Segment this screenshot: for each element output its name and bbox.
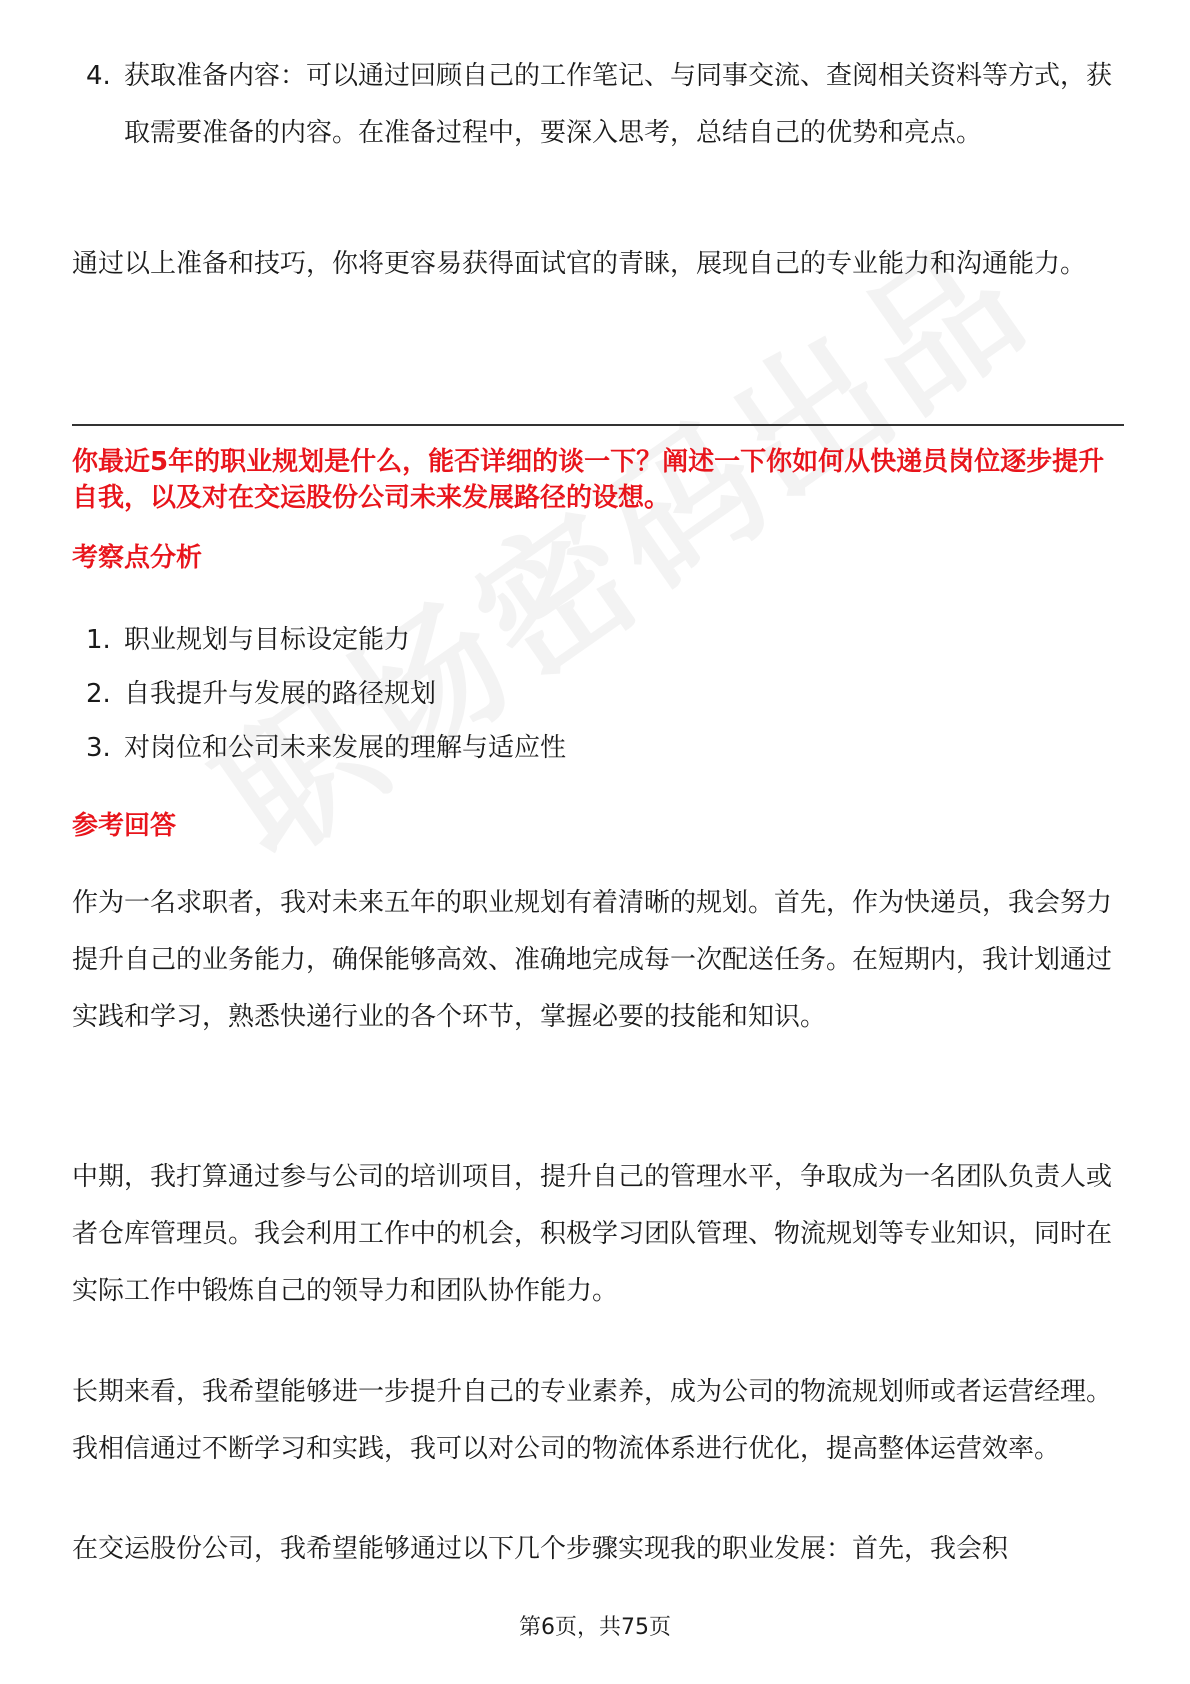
list-item-number: 2. [86,679,111,709]
answer-heading: 参考回答 [72,811,177,841]
list-item-text: 职业规划与目标设定能力 [124,625,411,655]
summary-paragraph: 通过以上准备和技巧，你将更容易获得面试官的青睐，展现自己的专业能力和沟通能力。 [72,249,1087,279]
list-item-text: 对岗位和公司未来发展的理解与适应性 [124,733,567,763]
page-number: 第6页，共75页 [519,1615,671,1640]
answer-paragraph-1: 作为一名求职者，我对未来五年的职业规划有着清晰的规划。首先，作为快递员，我会努力提升自己的业务能力，确保能够高效、准确地完成每一次配送任务。在短期内，我计划通过实践和学习，熟悉快递行业的各个环节，掌握必要的技能和知识。 [72,888,1113,1032]
section-divider [72,424,1124,426]
document-page [72,0,1124,1684]
answer-paragraph-4: 在交运股份公司，我希望能够通过以下几个步骤实现我的职业发展：首先，我会积 [72,1534,1009,1564]
list-item-number: 4. [86,61,111,91]
analysis-heading: 考察点分析 [72,543,203,573]
list-item-number: 1. [86,625,111,655]
list-item-text: 获取准备内容：可以通过回顾自己的工作笔记、与同事交流、查阅相关资料等方式，获取需要准备的内容。在准备过程中，要深入思考，总结自己的优势和亮点。 [124,61,1113,148]
answer-paragraph-2: 中期，我打算通过参与公司的培训项目，提升自己的管理水平，争取成为一名团队负责人或者仓库管理员。我会利用工作中的机会，积极学习团队管理、物流规划等专业知识，同时在实际工作中锻炼自己的领导力和团队协作能力。 [72,1162,1113,1306]
list-item-number: 3. [86,733,111,763]
list-item-text: 自我提升与发展的路径规划 [124,679,437,709]
answer-paragraph-3: 长期来看，我希望能够进一步提升自己的专业素养，成为公司的物流规划师或者运营经理。我相信通过不断学习和实践，我可以对公司的物流体系进行优化，提高整体运营效率。 [72,1377,1113,1464]
question-heading: 你最近5年的职业规划是什么，能否详细的谈一下？阐述一下你如何从快递员岗位逐步提升自我，以及对在交运股份公司未来发展路径的设想。 [72,447,1105,513]
